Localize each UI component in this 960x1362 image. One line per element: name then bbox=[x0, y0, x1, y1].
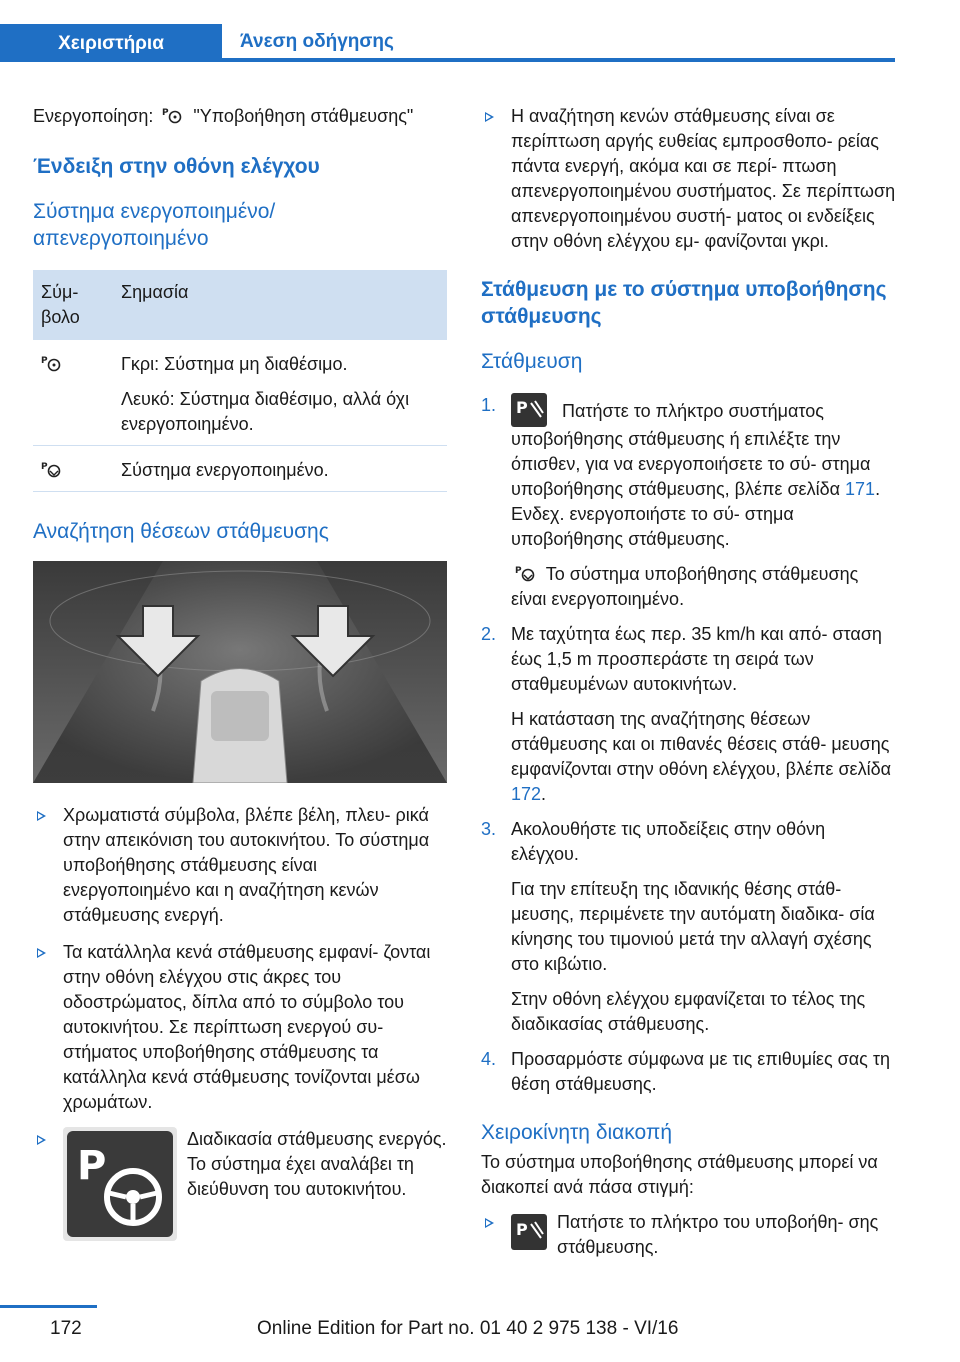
bullet-triangle-icon bbox=[37, 811, 46, 821]
svg-text:P: P bbox=[77, 1143, 107, 1189]
page-link-172[interactable]: 172 bbox=[511, 784, 542, 804]
step-note: Για την επίτευξη της ιδανικής θέσης στάθ- μευσης, περιμένετε την αυτόματη διαδικα- σία κίνησης του τιμονιού μετά την αλλαγή σχέσης στο κιβώτιο. bbox=[511, 879, 875, 974]
step-item: 1. P Πατήστε το πλήκτρο συστήματος υποβοήθησης στάθμευσης ή επιλέξτε την όπισθεν, για να ενεργοποιήσετε το σύ- στημα υποβοήθησης στάθμευσης, βλέπε σελίδα 171. Ενδεχ. ενεργοποιήστε το σύ- στημα υποβοήθησης στάθμευσης. P Το σύστημα υποβοήθησης στάθμευσης είναι ενεργοποιημένο. bbox=[481, 393, 896, 612]
manual-bullets bbox=[481, 1210, 896, 1260]
list-item: P Διαδικασία στάθμευσης ενεργός. Το σύστημα έχει αναλάβει τη διεύθυνση του αυτοκινήτου. bbox=[33, 1127, 447, 1247]
activation-text: Ενεργοποίηση: P "Υποβοήθηση στάθμευσης" bbox=[33, 106, 414, 126]
step-note: P Το σύστημα υποβοήθησης στάθμευσης είναι ενεργοποιημένο. bbox=[511, 564, 859, 609]
list-item: Χρωματιστά σύμβολα, βλέπε βέλη, πλευ- ρικά στην απεικόνιση του αυτοκινήτου. Το σύστημα υποβοήθησης στάθμευσης είναι ενεργοποιημένο και η αναζήτηση κενών στάθμευσης ενεργή. bbox=[33, 803, 447, 928]
list-item: Τα κατάλληλα κενά στάθμευσης εμφανί- ζονται στην οθόνη ελέγχου στις άκρες του οδοστρώματος, δίπλα από το σύμβολο του αυτοκινήτου. Σε περίπτωση ενεργού συ- στήματος υποβοήθησης στάθμευσης τα κατάλληλα κενά στάθμευσης τονίζονται μέσω χρωμάτων. bbox=[33, 940, 447, 1115]
system-heading: Σύστημα ενεργοποιημένο/ απενεργοποιημένο bbox=[33, 200, 276, 250]
parking-steps bbox=[481, 393, 896, 1097]
symbol-table bbox=[33, 270, 447, 492]
list-item: Η αναζήτηση κενών στάθμευσης είναι σε περίπτωση αργής ευθείας εμπροσθοπο- ρείας πάντα ενεργή, ακόμα και σε περί- πτωση απενεργοποιημένου συστήματος. Σε περίπτωση απενεργοποιημένου συστή- ματος οι ενδείξεις στην οθόνη ελέγχου εμ- φανίζονται γκρι. bbox=[481, 104, 896, 254]
svg-text:P: P bbox=[41, 462, 48, 472]
bullet-triangle-icon bbox=[485, 112, 494, 122]
svg-text:P: P bbox=[515, 566, 522, 576]
table-row bbox=[33, 340, 447, 446]
page-link-171[interactable]: 171 bbox=[845, 479, 876, 499]
tab-driving-comfort[interactable]: Άνεση οδήγησης bbox=[222, 24, 895, 62]
edition-text: Online Edition for Part no. 01 40 2 975 138 - VI/16 bbox=[257, 1318, 679, 1339]
parking-button-icon bbox=[511, 1214, 547, 1250]
bullet-triangle-icon bbox=[37, 1135, 46, 1145]
col-header-symbol: Σύμ- βολο bbox=[33, 270, 113, 340]
svg-text:P: P bbox=[516, 398, 528, 417]
display-heading: Ένδειξη στην οθόνη ελέγχου bbox=[33, 155, 320, 178]
left-column bbox=[33, 104, 447, 1259]
table-row bbox=[33, 446, 447, 492]
footer-rule bbox=[0, 1305, 97, 1308]
parking-assist-active-icon bbox=[41, 460, 63, 478]
parking-search-illustration bbox=[33, 561, 447, 783]
step-item: 3. Ακολουθήστε τις υποδείξεις στην οθόνη ελέγχου. Για την επίτευξη της ιδανικής θέσης στάθ- μευσης, περιμένετε την αυτόματη διαδικα- σία κίνησης του τιμονιού μετά την αλλαγή σχέσης στο κιβώτιο. Στην οθόνη ελέγχου εμφανίζεται το τέλος της διαδικασίας στάθμευσης. bbox=[481, 817, 896, 1037]
step-item: 4. Προσαρμόστε σύμφωνα με τις επιθυμίες σας τη θέση στάθμευσης. bbox=[481, 1049, 890, 1094]
step-item: 2. Με ταχύτητα έως περ. 35 km/h και από- σταση έως 1,5 m προσπεράστε τη σειρά των σταθμευμένων αυτοκινήτων. Η κατάσταση της αναζήτησης θέσεων στάθμευσης και οι πιθανές θέσεις στάθ- μευσης εμφανίζονται στην οθόνη ελέγχου, βλέπε σελίδα 172. bbox=[481, 622, 896, 807]
search-bullets bbox=[33, 803, 447, 1247]
meaning-cell: Σύστημα ενεργοποιημένο. bbox=[113, 446, 447, 492]
parking-assist-symbol-icon bbox=[162, 106, 184, 124]
bullet-triangle-icon bbox=[37, 948, 46, 958]
bullet-triangle-icon bbox=[485, 1218, 494, 1228]
table-header-row bbox=[33, 270, 447, 340]
svg-text:P: P bbox=[516, 1220, 528, 1239]
manual-heading: Χειροκίνητη διακοπή bbox=[481, 1121, 673, 1144]
step-note: Στην οθόνη ελέγχου εμφανίζεται το τέλος της διαδικασίας στάθμευσης. bbox=[511, 989, 866, 1034]
right-column bbox=[481, 104, 896, 1272]
parking-subheading: Στάθμευση bbox=[481, 350, 583, 373]
parking-assist-symbol-icon bbox=[41, 354, 63, 372]
page-number: 172 bbox=[50, 1318, 82, 1339]
parking-assist-active-icon bbox=[515, 564, 537, 582]
step-note: Η κατάσταση της αναζήτησης θέσεων στάθμευσης και οι πιθανές θέσεις στάθ- μευσης εμφανίζονται στην οθόνη ελέγχου, βλέπε σελίδα 172. bbox=[511, 709, 892, 804]
search-heading: Αναζήτηση θέσεων στάθμευσης bbox=[33, 520, 329, 543]
svg-text:P: P bbox=[162, 108, 169, 118]
manual-text: Το σύστημα υποβοήθησης στάθμευσης μπορεί να διακοπεί ανά πάσα στιγμή: bbox=[481, 1152, 878, 1197]
parking-heading: Στάθμευση με το σύστημα υποβοήθησης στάθμευσης bbox=[481, 278, 887, 328]
col-header-meaning: Σημασία bbox=[113, 270, 447, 340]
header-tabs bbox=[0, 24, 895, 62]
meaning-cell: Γκρι: Σύστημα μη διαθέσιμο. Λευκό: Σύστημα διαθέσιμο, αλλά όχι ενεργοποιημένο. bbox=[113, 340, 447, 446]
symbol-cell bbox=[33, 446, 113, 492]
parking-steering-icon bbox=[63, 1127, 177, 1241]
svg-text:P: P bbox=[41, 356, 48, 366]
parking-button-icon bbox=[511, 393, 547, 427]
tab-controls[interactable]: Χειριστήρια bbox=[0, 24, 222, 62]
control-display-image bbox=[33, 561, 447, 783]
right-bullets bbox=[481, 104, 896, 254]
symbol-cell bbox=[33, 340, 113, 446]
list-item: P Πατήστε το πλήκτρο του υποβοήθη- σης στάθμευσης. bbox=[481, 1210, 896, 1260]
